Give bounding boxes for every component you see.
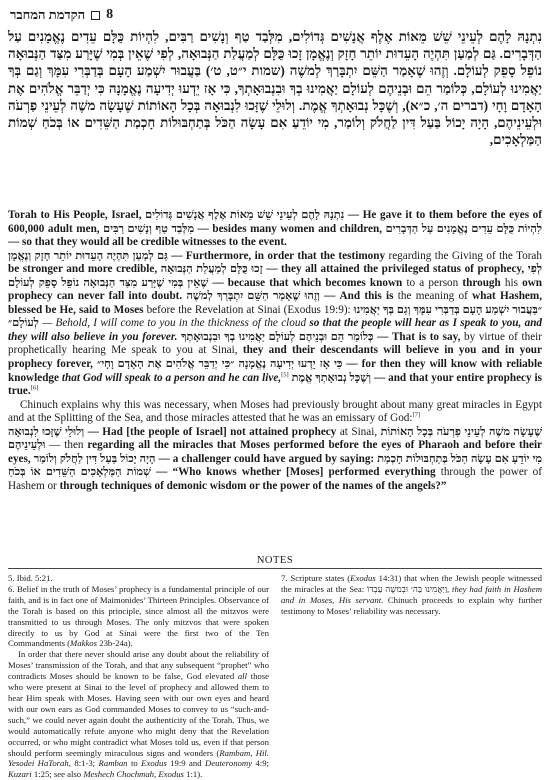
hebrew-main-text: נִתְנָהּ לָהֶם לְעֵינֵי שֵׁשׁ מֵאוֹת אֶלֶף אֲנָשִׁים גְּדוֹלִים, מִלְּבַד טַף וְנָשִׁים רַבִּים, לִהְיוֹת כֻּלָּם עֵדִים נֶאֱמָנִים עַל הַדְּבָרִים. גַּם לְמַעַן תִּהְיֶה הָעֵדוּת יוֹתֵר חָזָק וְנֶאֱמָן זָכוּ כֻּלָּם לְמַעֲלַת הַנְּבוּאָה, לְפִי שֶׁאֵין בְּמִי שֶׁיָּרַע מִצַּד הַנְּבוּאָה נוֹפֵל סָפֵק לְעוֹלָם. וְזֶהוּ שֶׁאָמַר הַשֵּׁם יִתְבָּרַךְ לְמשֶׁה (שמות י״ט, ט׳) בַּעֲבוּר יִשְׁמַע הָעָם בְּדַבְּרִי עִמָּךְ וְגַם בְּךָ יַאֲמִינוּ לְעוֹלָם, כְּלוֹמַר הֵם וּבְנֵיהֶם לְעוֹלָם יַאֲמִינוּ בְךָ וּבִנְבוּאָתְךָ, כִּי אָז יֵדְעוּ יְדִיעָה נֶאֱמָנָה כִּי יְדַבֵּר אֱלֹהִים אֶת הָאָדָם וָחָי (דברים ה׳, כ״א), וְשֶׁכָּל נְבוּאָתְךָ אֱמֶת. וְלוּלֵי שֶׁזָּכוּ לִנְבוּאָה בְּכָל הָאוֹתוֹת שֶׁעָשָׂה משֶׁה לְעֵינֵי פַרְעֹה וּלְעֵינֵיהֶם, הָיָה יָכוֹל בַּעַל דִּין לַחֲלֹק וְלוֹמַר, מִי יוֹדֵעַ אִם עָשָׂה הַכֹּל בְּתַחְבּוּלוֹת חָכְמַת הַשֵּׁדִים אוֹ בְּכֹחַ שְׁמוֹת הַמַּלְאָכִים, bbox=[8, 29, 542, 148]
square-bullet-icon bbox=[91, 11, 100, 20]
section-title: הקדמת המחבר bbox=[10, 7, 86, 22]
notes-left-column bbox=[8, 573, 269, 780]
note-7: 7. Scripture states (Exodus 14:31) that when the Jewish people witnessed the miracles at the Sea: וַיַּאֲמִינוּ בַּה׳ וּבְמשֶׁה עַבְדּוֹ, they had faith in Hashem and in Moses, His servant. Chinuch proceeds to explain why further testimony to Moses’ reliability was necessary. bbox=[281, 573, 542, 616]
notes-title: NOTES bbox=[256, 555, 294, 566]
english-commentary bbox=[8, 209, 542, 493]
commentary-paragraph: וְלוּלֵי שֶׁזָּכוּ לִנְבוּאָה — Had [the people of Israel] not attained prophecy at Sinai, בְּכָל הָאוֹתוֹת שֶׁעָשָׂה משֶׁה לְעֵינֵי פַרְעֹה וּלְעֵינֵיהֶם — then regarding all the miracles that Moses performed before the eyes of Pharaoh and before their eyes, הָיָה יָכוֹל בַּעַל דִּין לַחֲלֹק וְלוֹמַר — a challenger could have argued by saying: מִי יוֹדֵעַ אִם עָשָׂה הַכֹּל בְּתַחְבּוּלוֹת חָכְמַת הַשֵּׁדִים אוֹ בְּכֹחַ שְׁמוֹת הַמַּלְאָכִים — “Who knows whether [Moses] performed everything through the power of Hashem or through techniques of demonic wisdom or the power of the names of the angels?” bbox=[8, 425, 543, 492]
commentary-paragraph: Chinuch explains why this was necessary, when Moses had previously brought about many great miracles in Egypt and at the Splitting of the Sea, and those miracles attested that he was an emissary of God:[7] bbox=[8, 398, 542, 425]
note-6-continued: In order that there never should arise any doubt about the reliability of Moses’ transmission of the Torah, and that any subsequent “prophet” who contradicts Moses should be known to be false, God elevated all those who were present at Sinai to the level of prophecy and allowed them to hear Him speak with Moses. Having seen with our own eyes and heard with our own ears as God commanded Moses to convey to us “such-and-such,” we could never again doubt the authenticity of the Torah. Thus, we would automatically refute anyone who might deny that the Revelation occurred, or who might contradict what Moses told us, even if that person should perform seemingly miraculous signs and wonders (Rambam, Hil. Yesodei HaTorah, 8:1-3; Ramban to Exodus 19:9 and Deuteronomy 4:9; Kuzari 1:25; see also Meshech Chochmah, Exodus 1:1). bbox=[8, 649, 269, 780]
commentary-paragraph: גַּם לְמַעַן תִּהְיֶה הָעֵדוּת יוֹתֵר חָזָק וְנֶאֱמָן — Furthermore, in order that the testimony regarding the Giving of the Torah be stronger and more credible, זָכוּ כֻּלָּם לְמַעֲלַת הַנְּבוּאָה — they all attained the privileged status of prophecy, לְפִי שֶׁאֵין בְּמִי שֶׁיָּרַע מִצַּד הַנְּבוּאָה נוֹפֵל סָפֵק לְעוֹלָם — because that which becomes known to a person through his own prophecy can never fall into doubt. וְזֶהוּ שֶׁאָמַר הַשֵּׁם יִתְבָּרַךְ לְמשֶׁה — And this is the meaning of what Hashem, blessed be He, said to Moses before the Revelation at Sinai (Exodus 19:9): ״בַּעֲבוּר יִשְׁמַע הָעָם בְּדַבְּרִי עִמָּךְ וְגַם בְּךָ יַאֲמִינוּ לְעוֹלָם״ — Behold, I will come to you in the thickness of the cloud so that the people will hear as I speak to you, and they will also believe in you forever. כְּלוֹמַר הֵם וּבְנֵיהֶם לְעוֹלָם יַאֲמִינוּ בְךָ וּבִנְבוּאָתְךָ — That is to say, by virtue of their prophetically hearing Me speak to you at Sinai, they and their descendants will believe in you and in your prophecy forever, כִּי אָז יֵדְעוּ יְדִיעָה נֶאֱמָנָה ״כִּי יְדַבֵּר אֱלֹהִים אֶת הָאָדָם וָחָי״ — for then they will know with reliable knowledge that God will speak to a person and he can live,[5] וְשֶׁכָּל נְבוּאָתְךָ אֱמֶת — and that your entire prophecy is true.[6] bbox=[8, 249, 543, 398]
note-5: 5. Ibid. 5:21. bbox=[8, 573, 53, 583]
note-6: 6. Belief in the truth of Moses’ prophecy is a fundamental principle of our faith, and is in fact one of Maimonides’ Thirteen Principles. Observance of the Torah is based on this principle, since almost all the mitzvos were transmitted to us through Moses. The only mitzvos that were spoken directly to us by God at Sinai were the first two of the Ten Commandments (Makkos 23b-24a). bbox=[8, 583, 269, 649]
commentary-paragraph: Torah to His People, Israel, נִתְנָהּ לָהֶם לְעֵינֵי שֵׁשׁ מֵאוֹת אֶלֶף אֲנָשִׁים גְּדוֹלִים — He gave it to them before the eyes of 600,000 adult men, מִלְּבַד טַף וְנָשִׁים רַבִּים — besides many women and children, לִהְיוֹת כֻּלָּם עֵדִים נֶאֱמָנִים עַל הַדְּבָרִים — so that they would all be credible witnesses to the event. bbox=[8, 209, 543, 249]
notes-divider bbox=[8, 568, 542, 569]
running-header bbox=[10, 4, 540, 26]
notes-right-column bbox=[281, 573, 542, 780]
page-number: 8 bbox=[106, 7, 114, 22]
notes-section bbox=[8, 573, 542, 780]
